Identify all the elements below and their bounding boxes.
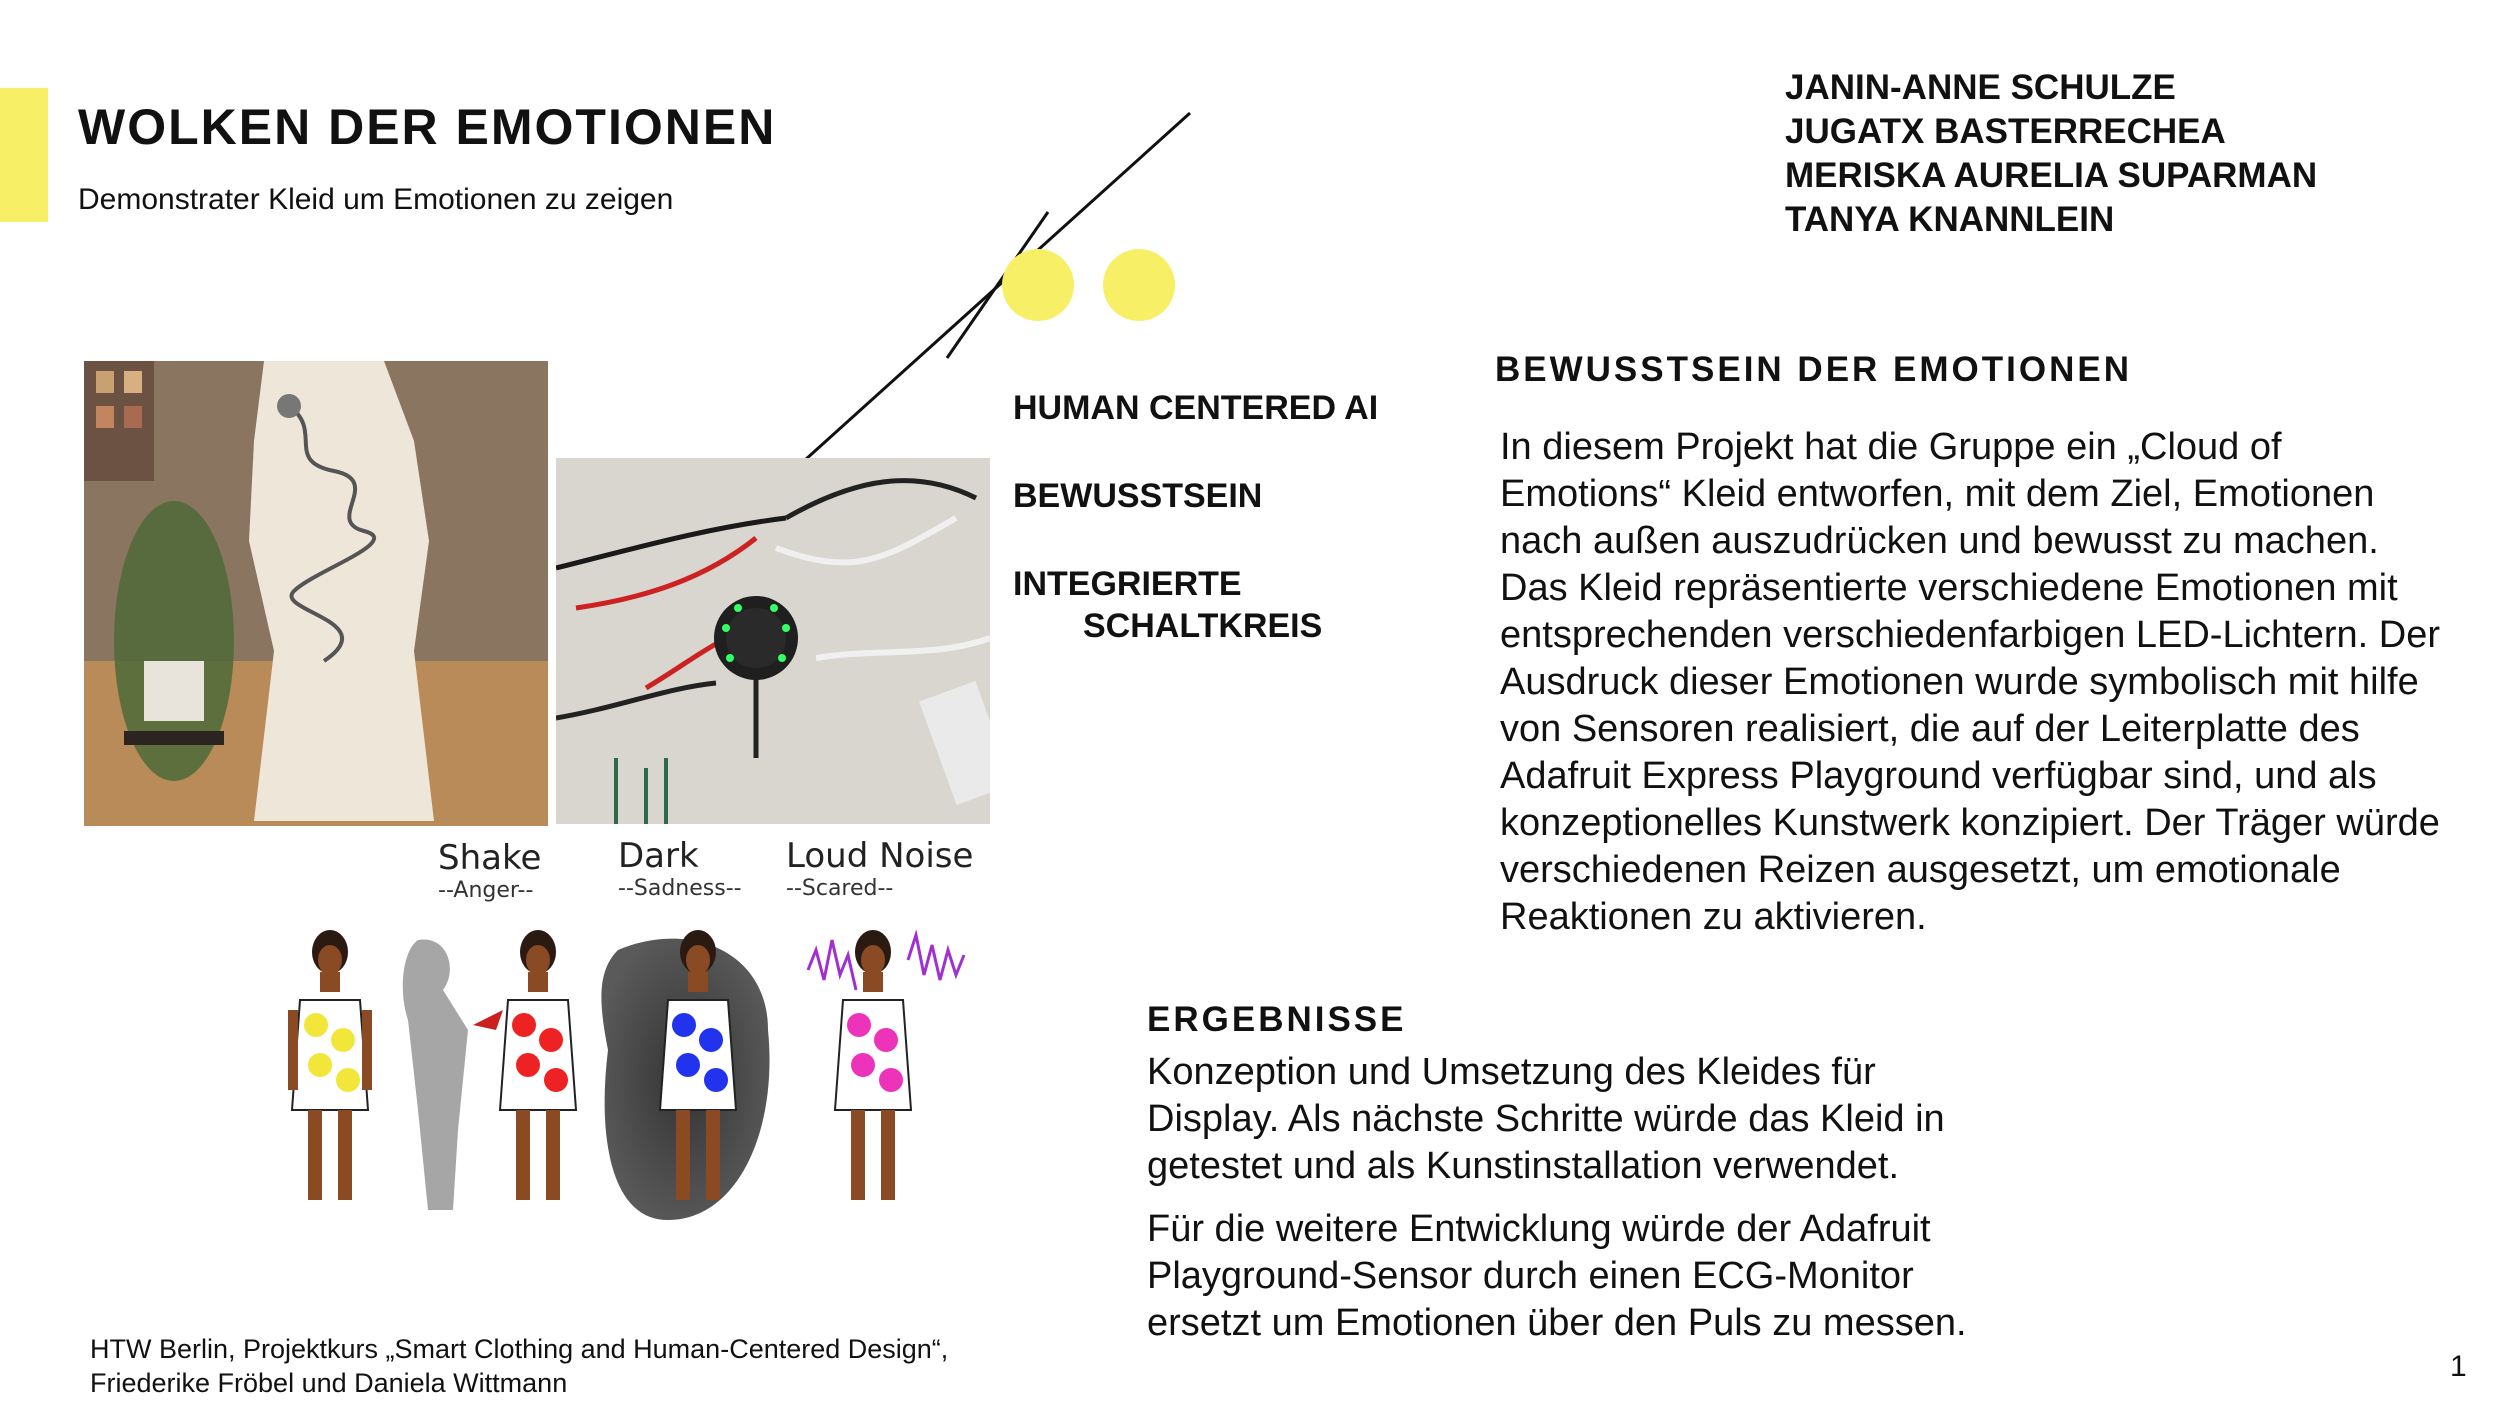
results-paragraph-1: Konzeption und Umsetzung des Kleides für Display. Als nächste Schritte würde das Kleid in getestet und als Kunstinstallation verwendet. xyxy=(1147,1051,1945,1187)
results-paragraph-2: Für die weitere Entwicklung würde der Adafruit Playground-Sensor durch einen ECG-Monitor ersetzt um Emotionen über den Puls zu messen. xyxy=(1147,1208,1967,1344)
figure-anger xyxy=(403,930,576,1210)
page-subtitle: Demonstrater Kleid um Emotionen zu zeigen xyxy=(78,183,674,216)
keyword-integrierte: INTEGRIERTE xyxy=(1013,565,1242,603)
figure-neutral xyxy=(288,930,372,1200)
keyword-schaltkreis: SCHALTKREIS xyxy=(1083,607,1323,645)
section-heading-results: ERGEBNISSE xyxy=(1147,1000,1407,1039)
footer-line-2: Friederike Fröbel und Daniela Wittmann xyxy=(90,1368,568,1398)
keyword-human-centered-ai: HUMAN CENTERED AI xyxy=(1013,389,1379,427)
stimulus-name: Dark xyxy=(618,836,699,876)
emotion-figures-illustration xyxy=(268,930,968,1230)
decor-circle-right xyxy=(1103,249,1175,321)
stimulus-loud-noise xyxy=(786,836,973,901)
accent-bar xyxy=(0,88,48,222)
keyword-bewusstsein: BEWUSSTSEIN xyxy=(1013,477,1263,515)
section-heading-awareness: BEWUSSTSEIN DER EMOTIONEN xyxy=(1495,350,2132,389)
author-name: MERISKA AURELIA SUPARMAN xyxy=(1785,156,2318,195)
page-title: WOLKEN DER EMOTIONEN xyxy=(78,99,777,155)
footer-line-1: HTW Berlin, Projektkurs „Smart Clothing and Human-Centered Design“, xyxy=(90,1334,949,1364)
author-name: JUGATX BASTERRECHEA xyxy=(1785,112,2226,151)
figure-sadness xyxy=(601,930,769,1220)
footer-credits xyxy=(90,1332,948,1400)
stimulus-name: Shake xyxy=(438,838,542,878)
stimulus-dark xyxy=(618,836,742,901)
stimulus-shake xyxy=(438,838,541,903)
author-name: JANIN-ANNE SCHULZE xyxy=(1785,68,2176,107)
keywords-list xyxy=(1013,387,1378,647)
dress-photo xyxy=(84,361,548,826)
awareness-description: In diesem Projekt hat die Gruppe ein „Cloud of Emotions“ Kleid entworfen, mit dem Ziel, Emotionen nach außen auszudrücken und bewusst zu machen. Das Kleid repräsentierte verschiedene Emotionen mit entsprechenden verschiedenfarbigen LED-Lichtern. Der Ausdruck dieser Emotionen wurde symbolisch mit hilfe von Sensoren realisiert, die auf der Leiterplatte des Adafruit Express Playground verfügbar sind, und als konzeptionelles Kunstwerk konzipiert. Der Träger würde verschiedenen Reizen ausgesetzt, um emotionale Reaktionen zu aktivieren. xyxy=(1500,426,2440,938)
figure-scared xyxy=(808,930,964,1200)
stimulus-name: Loud Noise xyxy=(786,836,974,876)
stimulus-emotion: --Scared-- xyxy=(786,876,894,901)
stimulus-emotion: --Anger-- xyxy=(438,878,534,903)
circuit-photo xyxy=(556,458,990,824)
stimulus-emotion: --Sadness-- xyxy=(618,876,742,901)
decor-circle-left xyxy=(1002,249,1074,321)
page-number: 1 xyxy=(2450,1350,2467,1383)
author-name: TANYA KNANNLEIN xyxy=(1785,200,2115,239)
authors-list xyxy=(1785,66,2317,242)
